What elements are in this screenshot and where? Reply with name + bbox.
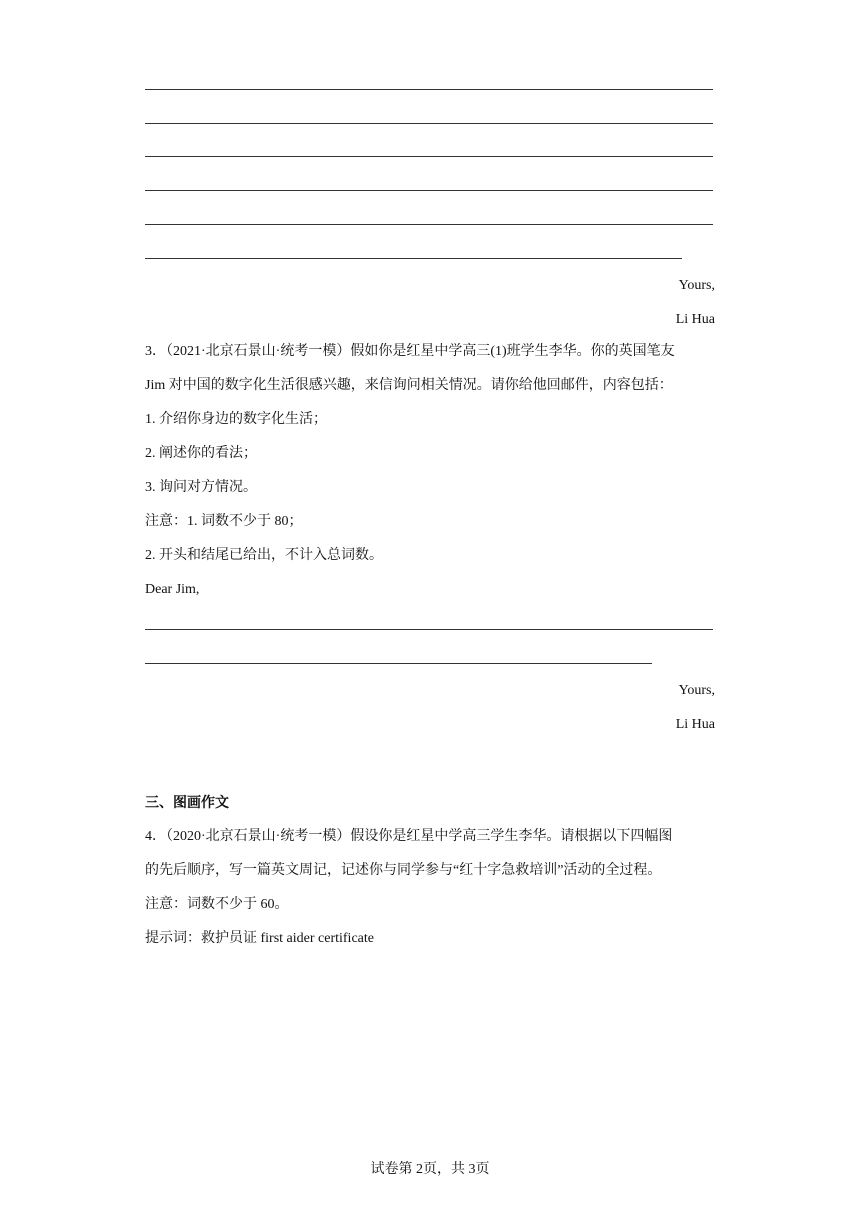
- answer-line: [145, 663, 652, 664]
- closing-text: Yours,: [678, 278, 715, 293]
- question-4-hint: 提示词：救护员证 first aider certificate: [145, 931, 374, 946]
- question-3-note-2: 2. 开头和结尾已给出，不计入总词数。: [145, 548, 383, 563]
- question-3-item-1: 1. 介绍你身边的数字化生活；: [145, 412, 327, 427]
- question-4-line-2: 的先后顺序，写一篇英文周记，记述你与同学参与“红十字急救培训”活动的全过程。: [145, 863, 662, 878]
- question-3-item-2: 2. 阐述你的看法；: [145, 446, 257, 461]
- question-4-line-1: 4．（2020·北京石景山·统考一模）假设你是红星中学高三学生李华。请根据以下四幅图: [145, 829, 673, 844]
- answer-line: [145, 123, 713, 124]
- answer-line: [145, 629, 713, 630]
- answer-line: [145, 190, 713, 191]
- closing-text: Yours,: [678, 683, 715, 698]
- question-3-note-1: 注意：1. 词数不少于 80；: [145, 514, 303, 529]
- answer-line: [145, 89, 713, 90]
- section-title: 三、图画作文: [145, 796, 229, 811]
- question-3-line-1: 3．（2021·北京石景山·统考一模）假如你是红星中学高三(1)班学生李华。你的英国笔友: [145, 344, 675, 359]
- question-4-note: 注意：词数不少于 60。: [145, 897, 289, 912]
- signature-text: Li Hua: [675, 717, 715, 732]
- question-3-line-2: Jim 对中国的数字化生活很感兴趣，来信询问相关情况。请你给他回邮件，内容包括：: [145, 378, 673, 393]
- question-3-item-3: 3. 询问对方情况。: [145, 480, 257, 495]
- answer-line: [145, 156, 713, 157]
- answer-line: [145, 224, 713, 225]
- signature-text: Li Hua: [675, 312, 715, 327]
- answer-line: [145, 258, 682, 259]
- letter-greeting: Dear Jim,: [145, 582, 200, 597]
- page-number: 试卷第 2页，共 3页: [370, 1162, 490, 1177]
